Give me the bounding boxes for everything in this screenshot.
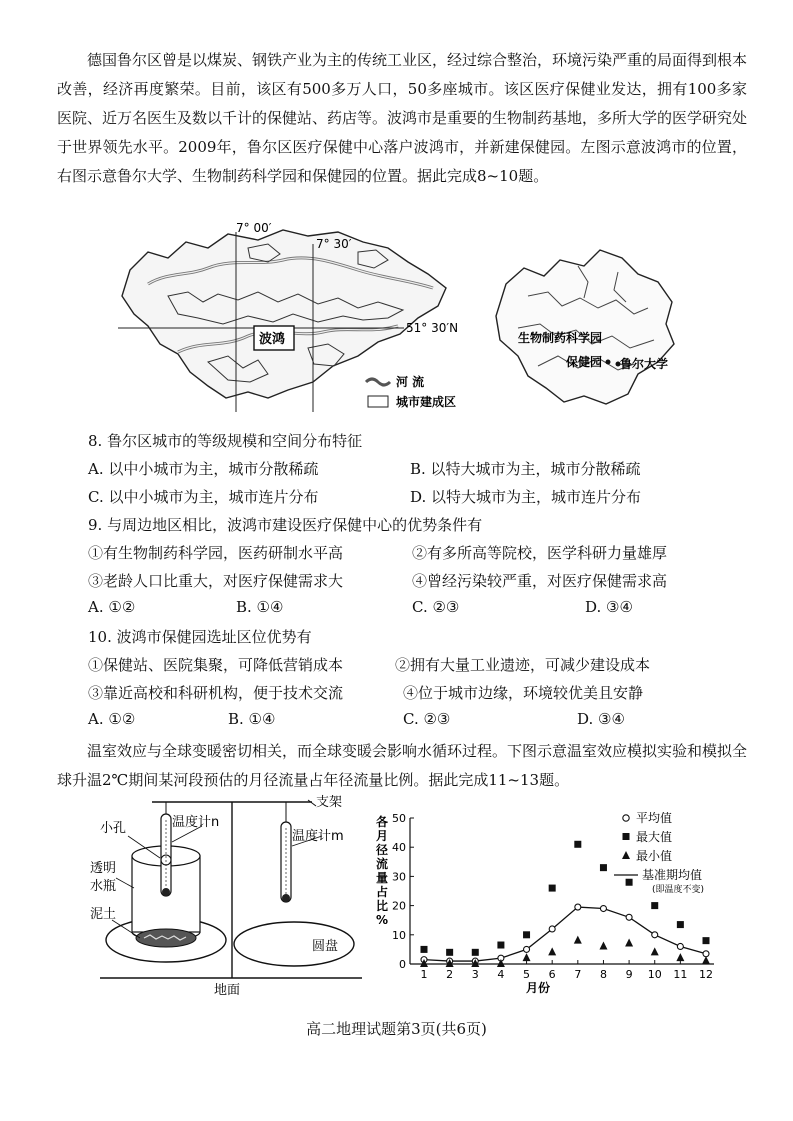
y-axis-label-char: 各 [376,815,389,829]
lat-label: 51° 30′N [406,321,459,335]
q8-option-c[interactable]: C. 以中小城市为主，城市连片分布 [88,488,319,506]
legend-min-label: 最小值 [636,849,673,863]
x-tick-label: 12 [699,968,713,981]
x-tick-label: 6 [548,968,556,981]
mean-point [652,932,658,938]
max-point [472,949,479,956]
q8-option-b[interactable]: B. 以特大城市为主，城市分散稀疏 [410,460,641,478]
q9-option-b[interactable]: B. ①④ [236,598,284,616]
max-point [574,841,581,848]
min-point [523,953,531,961]
q9-option-a[interactable]: A. ①② [88,598,136,616]
x-tick-label: 7 [574,968,582,981]
urban-legend-icon [368,396,388,407]
q9-statement-4: ④曾经污染较严重，对医疗保健需求高 [412,572,668,590]
greenhouse-experiment-diagram [90,792,370,1002]
min-point [574,936,582,944]
y-tick-label: 50 [392,812,406,825]
q9-statement-3: ③老龄人口比重大，对医疗保健需求大 [88,572,344,590]
city-label-bochum: 波鸿 [259,332,286,347]
max-point [523,931,530,938]
intro-paragraph-1: 德国鲁尔区曾是以煤炭、钢铁产业为主的传统工业区，经过综合整治，环境污染严重的局面得到根本改善，经济再度繁荣。目前，该区有500多万人口，50多座城市。该区医疗保健业发达，拥有100多家医院、近万名医生及数以千计的保健站、药店等。波鸿市是重要的生物制药基地，多所大学的医学研究处于世界领先水平。2009年，鲁尔区医疗保健中心落户波鸿市，并新建保健园。左图示意波鸿市的位置，右图示意鲁尔大学、生物制药科学园和保健园的位置。据此完成8~10题。 [57,51,748,185]
label-ground: 地面 [214,983,241,998]
min-point [651,947,659,955]
intro-paragraph-2: 温室效应与全球变暖密切相关，而全球变暖会影响水循环过程。下图示意温室效应模拟实验和模拟全球升温2℃期间某河段预估的月径流量占年径流量比例。据此完成11~13题。 [57,742,748,789]
q8-option-a[interactable]: A. 以中小城市为主，城市分散稀疏 [88,460,319,478]
label-biopharma-park: 生物制药科学园 [518,331,603,345]
legend-mean-label: 平均值 [636,811,673,825]
q8-option-d[interactable]: D. 以特大城市为主，城市连片分布 [410,488,642,506]
min-point [599,941,607,949]
min-point [676,953,684,961]
map-ruhr-left [108,222,468,414]
mean-point [677,943,683,949]
map-bochum-right [488,236,684,412]
x-tick-label: 5 [523,968,531,981]
max-point [600,864,607,871]
x-tick-label: 2 [446,968,454,981]
y-tick-label: 30 [392,870,406,884]
runoff-chart [370,808,730,998]
y-axis-label-char: 占 [376,885,389,899]
q10-option-c[interactable]: C. ②③ [403,710,451,728]
x-tick-label: 1 [420,968,428,981]
page-footer: 高二地理试题第3页(共6页) [306,1020,487,1038]
legend-base-note: (即温度不变) [652,885,705,895]
mean-point [703,951,709,957]
x-tick-label: 4 [497,968,505,981]
q10-statement-4: ④位于城市边缘，环境较优美且安静 [403,684,644,702]
q9-stem: 9. 与周边地区相比，波鸿市建设医疗保健中心的优势条件有 [88,516,483,534]
q8-stem: 8. 鲁尔区城市的等级规模和空间分布特征 [88,432,363,450]
label-soil: 泥土 [90,907,117,922]
mean-point [626,914,632,920]
mean-point [524,946,530,952]
label-plate: 圆盘 [312,939,339,954]
legend-mean-icon [623,815,629,821]
y-axis-label-char: 比 [376,899,389,913]
label-thermometer-n: 温度计n [172,815,220,830]
mean-point [549,926,555,932]
lon-label-7-00: 7° 00′ [236,222,272,235]
max-point [497,942,504,949]
x-tick-label: 10 [647,968,662,981]
min-point [625,939,633,947]
x-tick-label: 8 [599,968,607,981]
legend-urban-label: 城市建成区 [396,395,457,409]
q9-statement-2: ②有多所高等院校，医学科研力量雄厚 [412,544,668,562]
legend-min-icon [622,851,630,859]
y-axis-label-char: 月 [376,829,389,843]
x-tick-label: 3 [471,968,479,981]
max-point [549,885,556,892]
x-axis-label: 月份 [525,981,551,995]
max-point [651,902,658,909]
y-tick-label: 10 [392,928,406,942]
y-axis-label-char: % [376,913,389,927]
q10-statement-2: ②拥有大量工业遗迹，可减少建设成本 [395,656,651,674]
max-point [677,921,684,928]
mean-point [600,906,606,912]
q9-option-d[interactable]: D. ③④ [585,598,633,616]
q9-statement-1: ①有生物制药科学园，医药研制水平高 [88,544,344,562]
q10-option-a[interactable]: A. ①② [88,710,136,728]
q10-statement-3: ③靠近高校和科研机构，便于技术交流 [88,684,344,702]
baseline-mean-line [424,907,706,961]
label-ruhr-university: 鲁尔大学 [620,357,669,371]
x-tick-label: 9 [625,968,633,981]
x-tick-label: 11 [673,968,688,981]
label-bottle-line2: 水瓶 [90,879,117,894]
label-bottle-line1: 透明 [90,861,117,876]
label-thermometer-m: 温度计m [292,829,344,844]
q10-stem: 10. 波鸿市保健园选址区位优势有 [88,628,312,646]
legend-river-label: 河 流 [396,375,425,389]
y-axis-label-char: 径 [376,843,389,857]
label-support: 支架 [316,795,343,810]
max-point [446,949,453,956]
max-point [626,879,633,886]
q10-option-d[interactable]: D. ③④ [577,710,625,728]
q10-option-b[interactable]: B. ①④ [228,710,276,728]
y-axis-label-char: 流 [376,857,389,871]
q10-statement-1: ①保健站、医院集聚，可降低营销成本 [88,656,344,674]
y-tick-label: 40 [392,841,406,855]
legend-max-icon [623,833,630,840]
legend-max-label: 最大值 [636,830,673,844]
y-tick-label: 0 [399,958,406,971]
y-axis-label-char: 量 [376,871,389,885]
max-point [703,937,710,944]
min-point [548,947,556,955]
legend-base-label: 基准期均值 [642,868,703,882]
y-tick-label: 20 [392,899,406,913]
river-legend-icon [366,379,390,385]
min-point [702,956,710,964]
mean-point [575,904,581,910]
q9-option-c[interactable]: C. ②③ [412,598,460,616]
label-small-hole: 小孔 [100,821,127,836]
max-point [421,946,428,953]
label-health-park: 保健园 [566,355,603,369]
lon-label-7-30: 7° 30′ [316,237,352,251]
